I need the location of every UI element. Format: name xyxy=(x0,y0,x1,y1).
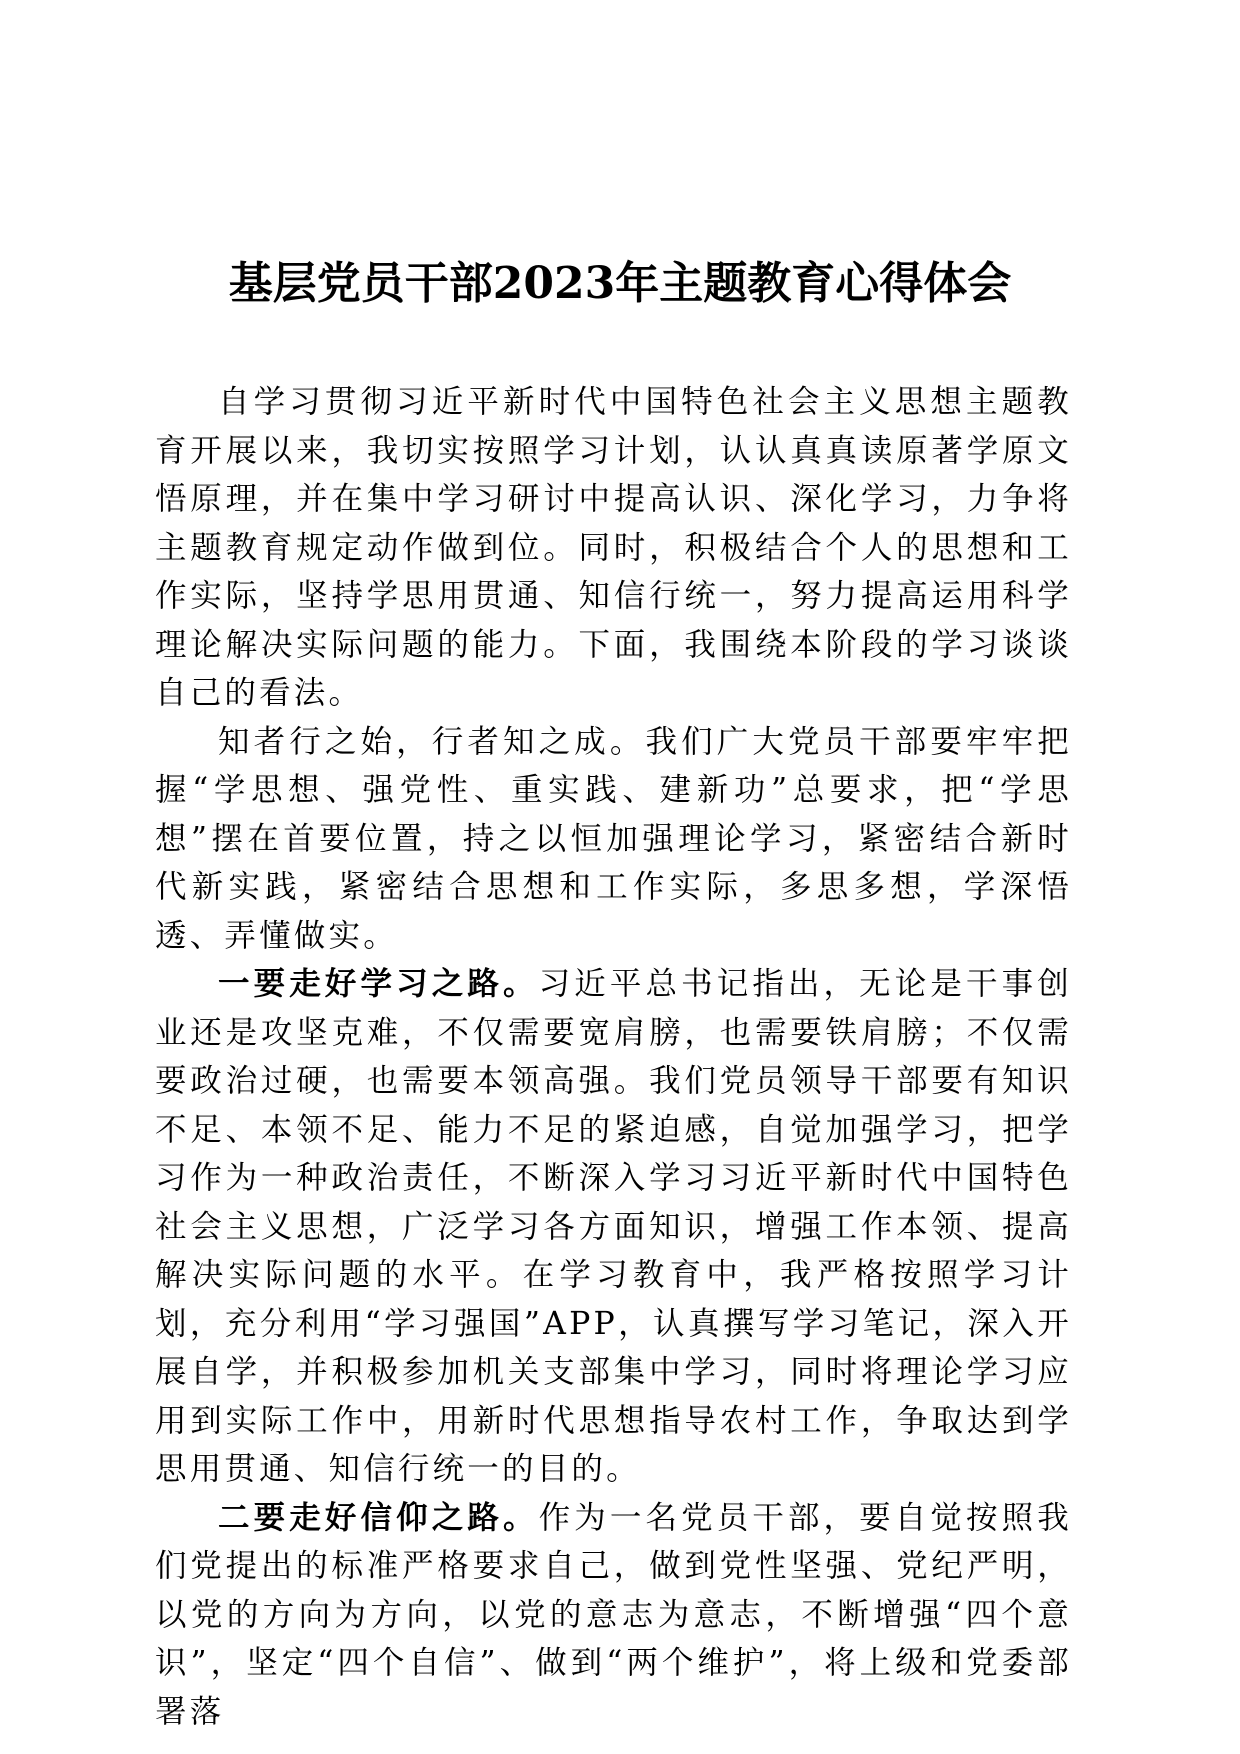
paragraph-study-path xyxy=(155,960,1072,1494)
paragraph-text: 自学习贯彻习近平新时代中国特色社会主义思想主题教育开展以来，我切实按照学习计划，认认真真读原著学原文悟原理，并在集中学习研讨中提高认识、深化学习，力争将主题教育规定动作做到位。同时，积极结合个人的思想和工作实际，坚持学思用贯通、知信行统一，努力提高运用科学理论解决实际问题的能力。下面，我围绕本阶段的学习谈谈自己的看法。 xyxy=(155,384,1072,711)
paragraph-lead: 一要走好学习之路。 xyxy=(218,965,539,1002)
paragraph-overview xyxy=(155,718,1072,961)
paragraph-faith-path xyxy=(155,1494,1072,1737)
paragraph-lead: 二要走好信仰之路。 xyxy=(218,1498,539,1536)
document-body xyxy=(155,378,1072,1736)
paragraph-intro xyxy=(155,378,1072,718)
paragraph-text: 知者行之始，行者知之成。我们广大党员干部要牢牢把握“学思想、强党性、重实践、建新功”总要求，把“学思想”摆在首要位置，持之以恒加强理论学习，紧密结合新时代新实践，紧密结合思想和工作实际，多思多想，学深悟透、弄懂做实。 xyxy=(155,723,1072,954)
paragraph-text: 习近平总书记指出，无论是干事创业还是攻坚克难，不仅需要宽肩膀，也需要铁肩膀；不仅需要政治过硬，也需要本领高强。我们党员领导干部要有知识不足、本领不足、能力不足的紧迫感，自觉加强学习，把学习作为一种政治责任，不断深入学习习近平新时代中国特色社会主义思想，广泛学习各方面知识，增强工作本领、提高解决实际问题的水平。在学习教育中，我严格按照学习计划，充分利用“学习强国”APP，认真撰写学习笔记，深入开展自学，并积极参加机关支部集中学习，同时将理论学习应用到实际工作中，用新时代思想指导农村工作，争取达到学思用贯通、知信行统一的目的。 xyxy=(155,966,1072,1487)
document-title: 基层党员干部2023年主题教育心得体会 xyxy=(228,258,1012,309)
paragraph-text: 作为一名党员干部，要自觉按照我们党提出的标准严格要求自己，做到党性坚强、党纪严明，以党的方向为方向，以党的意志为意志，不断增强“四个意识”，坚定“四个自信”、做到“两个维护”，将上级和党委部署落 xyxy=(155,1499,1072,1730)
